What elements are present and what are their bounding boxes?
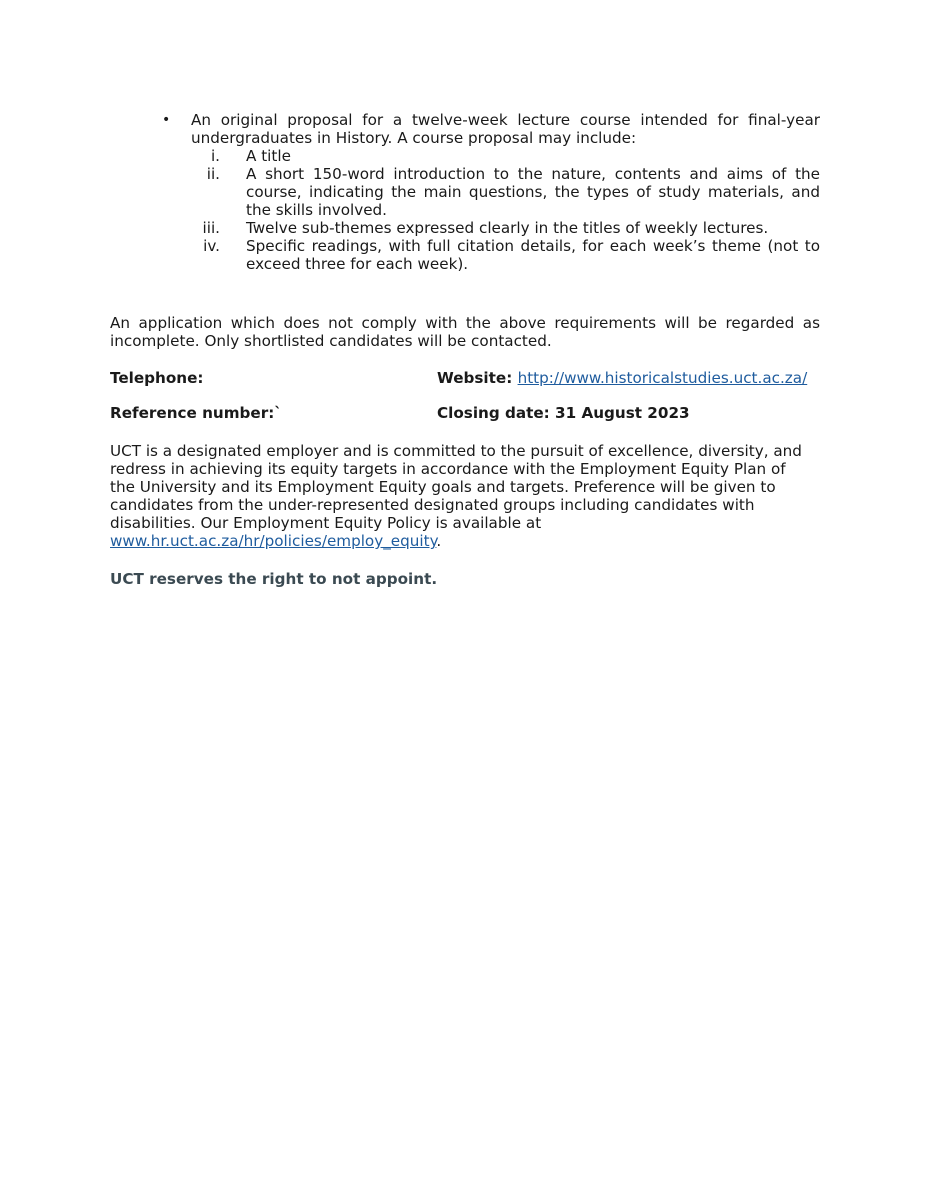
website-label: Website: [437, 369, 513, 387]
sub-item-text: A title [246, 147, 291, 165]
sub-item-number: iii. [202, 219, 220, 237]
sub-item-number: iv. [203, 237, 220, 255]
proposal-sub-list [162, 147, 820, 273]
sub-list-item [162, 237, 820, 273]
closing-date-label: Closing date: 31 August 2023 [437, 404, 690, 422]
sub-item-text: A short 150-word introduction to the nature, contents and aims of the course, indicating the main questions, the types of study materials, and the skills involved. [246, 165, 820, 219]
website-field [437, 369, 807, 387]
compliance-note: An application which does not comply with the above requirements will be regarded as incomplete. Only shortlisted candidates will be contacted. [110, 314, 820, 350]
reference-number-label: Reference number:` [110, 404, 282, 422]
proposal-bullet-text: An original proposal for a twelve-week lecture course intended for final-year undergraduates in History. A course proposal may include: [191, 111, 820, 147]
equity-policy-link[interactable]: www.hr.uct.ac.za/hr/policies/employ_equity [110, 532, 437, 550]
sub-item-text: Twelve sub-themes expressed clearly in the titles of weekly lectures. [246, 219, 769, 237]
equity-statement [110, 442, 810, 550]
contact-row-2 [110, 404, 830, 424]
sub-list-item [162, 219, 820, 237]
equity-trailing: . [436, 532, 442, 550]
reserve-right-note: UCT reserves the right to not appoint. [110, 570, 438, 588]
bullet-icon: • [162, 112, 171, 128]
sub-item-text: Specific readings, with full citation details, for each week’s theme (not to exceed three for each week). [246, 237, 820, 273]
sub-list-item [162, 165, 820, 219]
equity-text: UCT is a designated employer and is committed to the pursuit of excellence, diversity, and redress in achieving its equity targets in accordance with the Employment Equity Plan of the University and its Employment Equity goals and targets. Preference will be given to candidates from the under-represented designated groups including candidates with disabilities. Our Employment Equity Policy is available at [110, 442, 802, 532]
contact-row-1 [110, 369, 830, 389]
sub-item-number: i. [210, 147, 220, 165]
sub-list-item [162, 147, 820, 165]
sub-item-number: ii. [206, 165, 220, 183]
telephone-label: Telephone: [110, 369, 204, 387]
website-link[interactable]: http://www.historicalstudies.uct.ac.za/ [517, 369, 808, 387]
